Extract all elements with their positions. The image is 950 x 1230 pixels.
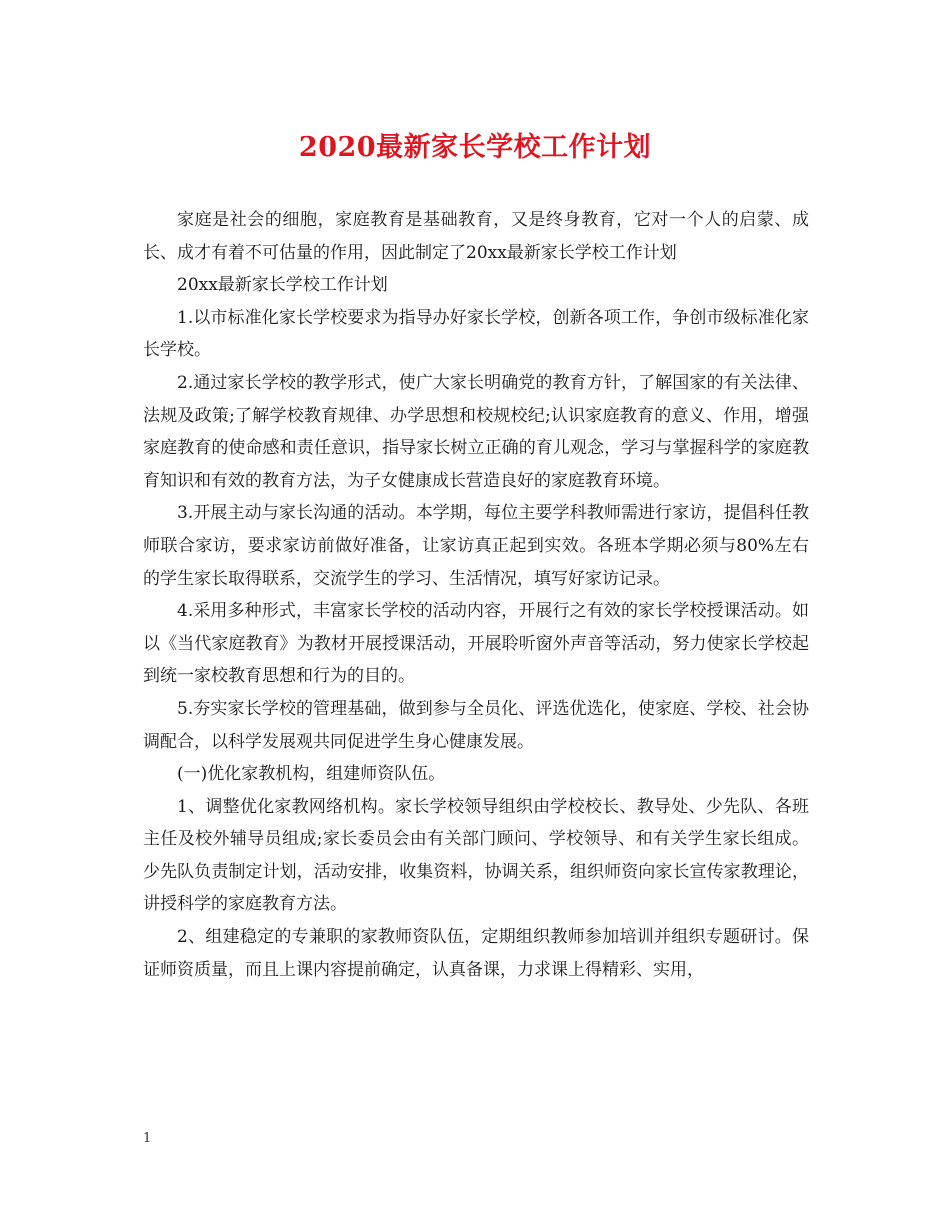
paragraph-subtitle: 20xx最新家长学校工作计划 xyxy=(177,275,388,296)
paragraph-item-3: 3.开展主动与家长沟通的活动。本学期，每位主要学科教师需进行家访，提倡科任教师联合家访，要求家访前做好准备，让家访真正起到实效。各班本学期必须与80%左右的学生家长取得联系，交流学生的学习、生活情况，填写好家访记录。 xyxy=(143,503,809,589)
paragraph-intro: 家庭是社会的细胞，家庭教育是基础教育，又是终身教育，它对一个人的启蒙、成长、成才有着不可估量的作用，因此制定了20xx最新家长学校工作计划 xyxy=(143,210,809,263)
paragraph-section-1-item-2: 2、组建稳定的专兼职的家教师资队伍，定期组织教师参加培训并组织专题研讨。保证师资质量，而且上课内容提前确定，认真备课，力求课上得精彩、实用， xyxy=(143,927,809,980)
page-number: 1 xyxy=(143,1131,152,1146)
document-body xyxy=(143,204,809,986)
document-title: 2020最新家长学校工作计划 xyxy=(298,132,652,163)
paragraph-section-1-item-1: 1、调整优化家教网络机构。家长学校领导组织由学校校长、教导处、少先队、各班主任及校外辅导员组成;家长委员会由有关部门顾问、学校领导、和有关学生家长组成。少先队负责制定计划，活动安排，收集资料，协调关系，组织师资向家长宣传家教理论，讲授科学的家庭教育方法。 xyxy=(143,796,809,915)
section-heading-1: (一)优化家教机构，组建师资队伍。 xyxy=(177,764,446,785)
paragraph-item-5: 5.夯实家长学校的管理基础，做到参与全员化、评选优选化，使家庭、学校、社会协调配合，以科学发展观共同促进学生身心健康发展。 xyxy=(143,698,809,752)
paragraph-item-4: 4.采用多种形式，丰富家长学校的活动内容，开展行之有效的家长学校授课活动。如以《当代家庭教育》为教材开展授课活动，开展聆听窗外声音等活动，努力使家长学校起到统一家校教育思想和行为的目的。 xyxy=(143,601,809,687)
paragraph-item-2: 2.通过家长学校的教学形式，使广大家长明确党的教育方针，了解国家的有关法律、法规及政策;了解学校教育规律、办学思想和校规校纪;认识家庭教育的意义、作用，增强家庭教育的使命感和责任意识，指导家长树立正确的育儿观念，学习与掌握科学的家庭教育知识和有效的教育方法，为子女健康成长营造良好的家庭教育环境。 xyxy=(143,372,809,491)
paragraph-item-1: 1.以市标准化家长学校要求为指导办好家长学校，创新各项工作，争创市级标准化家长学校。 xyxy=(143,307,809,361)
